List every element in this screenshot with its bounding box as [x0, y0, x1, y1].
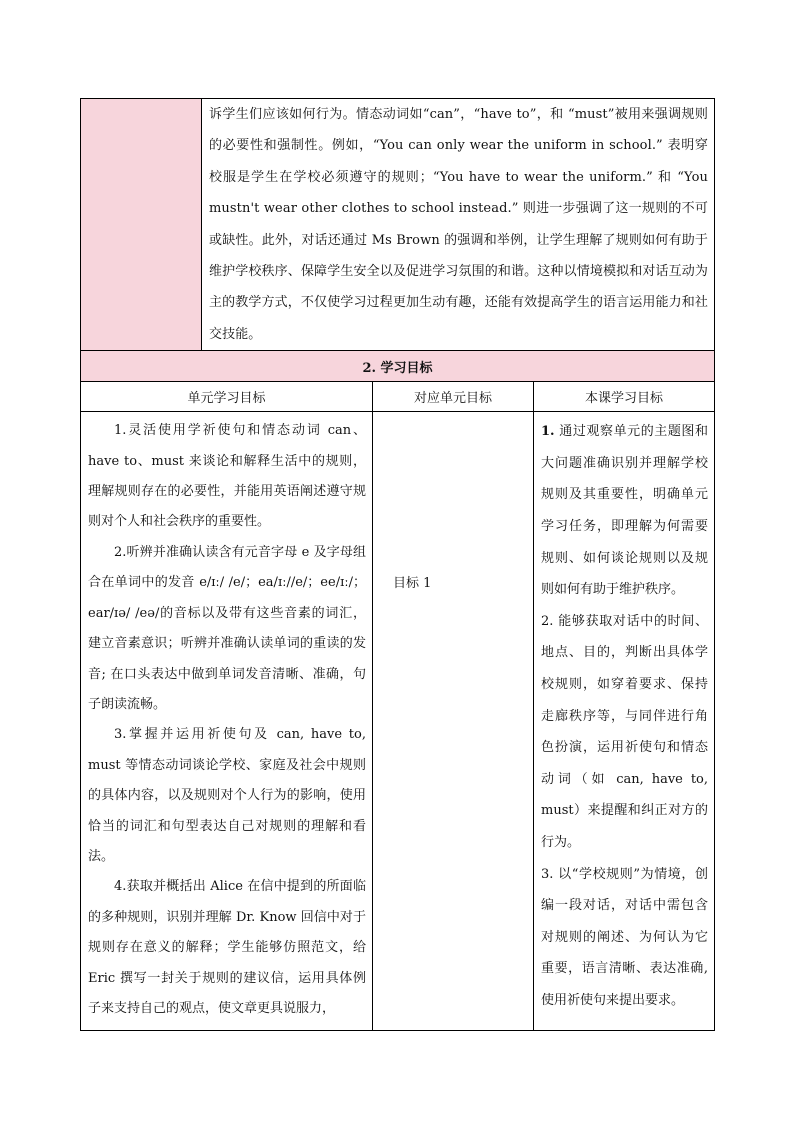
unit-goal-1: 1.灵活使用学祈使句和情态动词 can、have to、must 来谈论和解释生活中的规则，理解规则存在的必要性，并能用英语阐述遵守规则对个人和社会秩序的重要性。	[88, 423, 366, 530]
header-row	[81, 382, 715, 412]
section-row	[81, 351, 715, 382]
matching-goal: 目标 1	[393, 576, 432, 592]
unit-goal-2: 2.听辨并准确认读含有元音字母 e 及字母组合在单词中的发音 e/ɪː/ /e/；ea/ɪː//e/；ee/ɪː/；ear/ɪə/ /eə/的音标以及带有这些音素的词汇，建立音素意识；听辨并准确认读单词的重读的发音; 在口头表达中做到单词发音清晰、准确，句子朗读流畅。	[88, 544, 366, 712]
section-title: 2. 学习目标	[81, 351, 715, 382]
lesson-goals-cell	[534, 412, 715, 1031]
lesson-goal-1	[541, 416, 708, 606]
lesson-goal-3: 3. 以“学校规则”为情境，创编一段对话，对话中需包含对规则的阐述、为何认为它重要，语言清晰、表达准确,使用祈使句来提出要求。	[541, 866, 708, 1008]
matching-goal-cell	[373, 412, 534, 1031]
header-matching-goals: 对应单元目标	[373, 382, 534, 412]
intro-label-cell	[81, 99, 202, 351]
document-page	[80, 98, 714, 1031]
header-unit-goals: 单元学习目标	[81, 382, 373, 412]
unit-goal-4: 4.获取并概括出 Alice 在信中提到的所面临的多种规则，识别并理解 Dr. Know 回信中对于规则存在意义的解释；学生能够仿照范文，给 Eric 撰写一封关于规则的建议信，运用具体例子来支持自己的观点，使文章更具说服力，	[88, 879, 366, 1016]
lesson-goal-1-number: 1.	[541, 424, 555, 440]
unit-goals-cell	[81, 412, 373, 1031]
unit-goal-3: 3.掌握并运用祈使句及 can, have to, must 等情态动词谈论学校、家庭及社会中规则的具体内容，以及规则对个人行为的影响，使用恰当的词汇和句型表达自己对规则的理解和看法。	[88, 727, 366, 864]
lesson-goal-2: 2. 能够获取对话中的时间、地点、目的，判断出具体学校规则，如穿着要求、保持走廊秩序等，与同伴进行角色扮演，运用祈使句和情态动词（如 can, have to, must）来提醒和纠正对方的行为。	[541, 613, 708, 850]
header-lesson-goals: 本课学习目标	[534, 382, 715, 412]
intro-row	[81, 99, 715, 351]
goals-row	[81, 412, 715, 1031]
intro-text-cell: 诉学生们应该如何行为。情态动词如“can”，“have to”，和 “must”被用来强调规则的必要性和强制性。例如，“You can only wear the uniform in school.” 表明穿校服是学生在学校必须遵守的规则；“You have to wear the uniform.” 和 “You mustn't wear other clothes to school instead.” 则进一步强调了这一规则的不可或缺性。此外，对话还通过 Ms Brown 的强调和举例，让学生理解了规则如何有助于维护学校秩序、保障学生安全以及促进学习氛围的和谐。这种以情境模拟和对话互动为主的教学方式，不仅使学习过程更加生动有趣，还能有效提高学生的语言运用能力和社交技能。	[202, 99, 715, 351]
lesson-goal-1-text: 通过观察单元的主题图和大问题准确识别并理解学校规则及其重要性，明确单元学习任务，即理解为何需要规则、如何谈论规则以及规则如何有助于维护秩序。	[541, 424, 708, 598]
lesson-plan-table	[80, 98, 715, 1031]
